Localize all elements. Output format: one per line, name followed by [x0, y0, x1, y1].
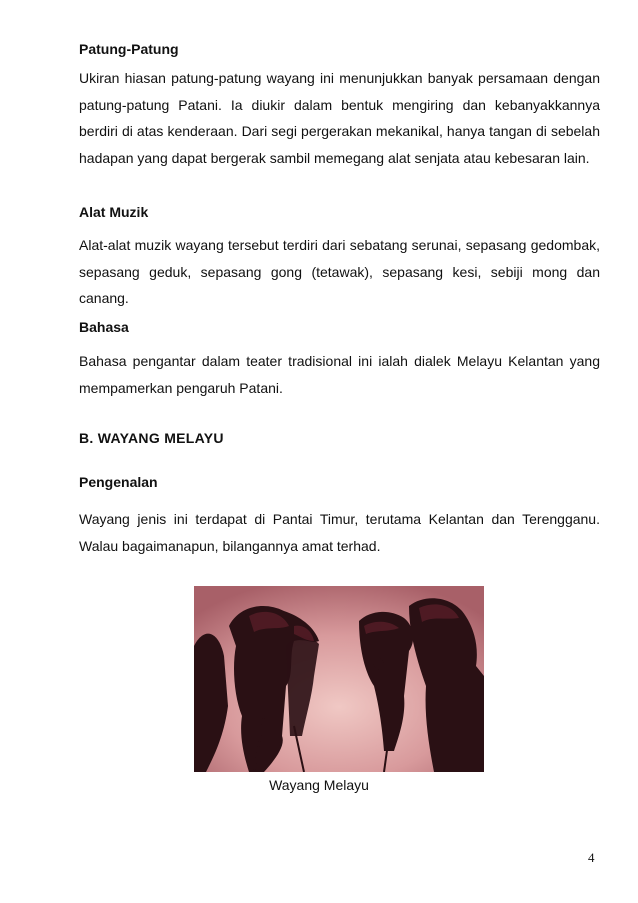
heading-patung-patung: Patung-Patung: [79, 41, 179, 57]
heading-alat-muzik: Alat Muzik: [79, 204, 149, 220]
heading-pengenalan: Pengenalan: [79, 474, 158, 490]
paragraph-pengenalan: Wayang jenis ini terdapat di Pantai Timur, terutama Kelantan dan Terengganu. Walau bagaimanapun, bilangannya amat terhad.: [79, 511, 600, 554]
wayang-melayu-photo: [194, 586, 484, 772]
paragraph-patung-patung: Ukiran hiasan patung-patung wayang ini menunjukkan banyak persamaan dengan patung-patung Patani. Ia diukir dalam bentuk mengiring dan kebanyakkannya berdiri di atas kenderaan. Dari segi pergerakan mekanikal, hanya tangan di sebelah hadapan yang dapat bergerak sambil memegang alat senjata atau kebesaran lain.: [79, 70, 600, 166]
figure-caption: Wayang Melayu: [269, 777, 369, 793]
page-number: 4: [588, 850, 595, 865]
section-title-wayang-melayu: B. WAYANG MELAYU: [79, 430, 224, 446]
heading-bahasa: Bahasa: [79, 319, 129, 335]
paragraph-alat-muzik: Alat-alat muzik wayang tersebut terdiri dari sebatang serunai, sepasang gedombak, sepasang geduk, sepasang gong (tetawak), sepasang kesi, sebiji mong dan canang.: [79, 237, 600, 306]
paragraph-bahasa: Bahasa pengantar dalam teater tradisional ini ialah dialek Melayu Kelantan yang mempamerkan pengaruh Patani.: [79, 353, 600, 396]
